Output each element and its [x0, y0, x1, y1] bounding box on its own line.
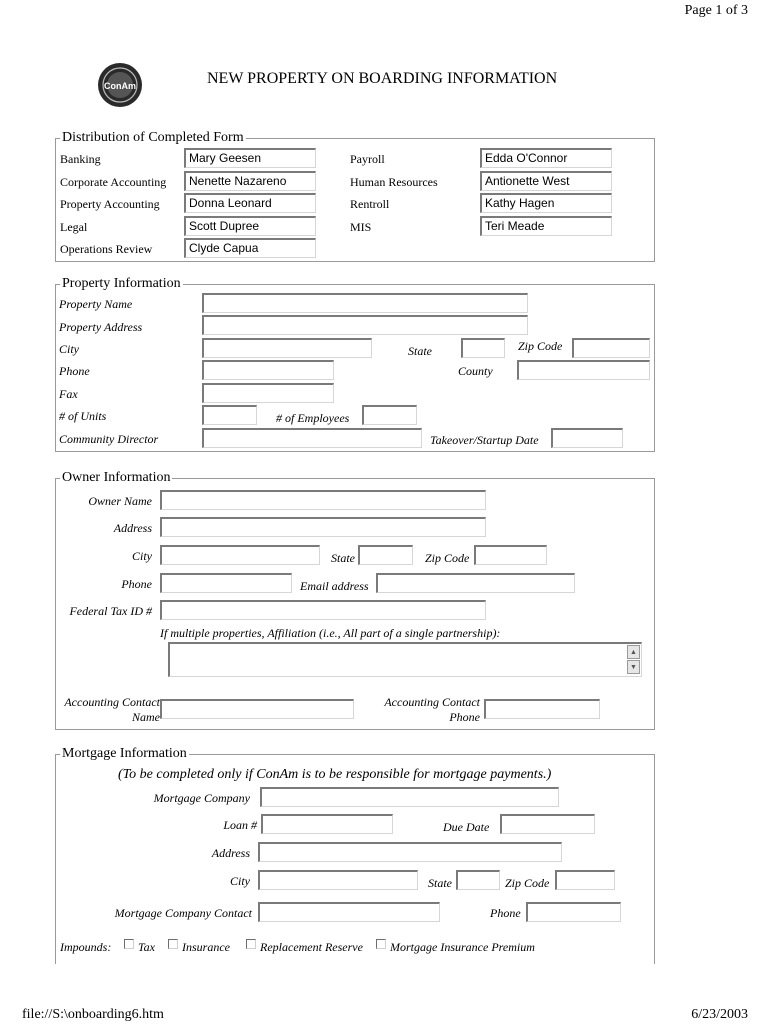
mortgage-city-input[interactable]	[258, 870, 418, 890]
label-impounds: Impounds:	[60, 940, 112, 954]
label-mis: MIS	[350, 220, 372, 234]
operations-review-input[interactable]: Clyde Capua	[184, 238, 316, 258]
takeover-date-input[interactable]	[551, 428, 623, 448]
mortgage-zip-input[interactable]	[555, 870, 615, 890]
replacement-reserve-checkbox[interactable]	[246, 939, 256, 949]
label-acct-contact-name	[64, 695, 160, 725]
employees-input[interactable]	[362, 405, 417, 425]
rentroll-input[interactable]: Kathy Hagen	[480, 193, 612, 213]
due-date-input[interactable]	[500, 814, 595, 834]
label-replacement-reserve: Replacement Reserve	[260, 940, 363, 954]
banking-input[interactable]: Mary Geesen	[184, 148, 316, 168]
label-mortgage-address: Address	[211, 846, 250, 860]
label-insurance: Insurance	[182, 940, 230, 954]
label-legal: Legal	[60, 220, 88, 234]
affiliation-textarea[interactable]	[168, 642, 642, 677]
property-legend: Property Information	[62, 276, 181, 291]
label-community-director: Community Director	[59, 432, 159, 446]
property-name-input[interactable]	[202, 293, 528, 313]
insurance-checkbox[interactable]	[168, 939, 178, 949]
label-owner-phone: Phone	[121, 577, 152, 591]
label-employees: # of Employees	[276, 411, 350, 425]
owner-legend: Owner Information	[62, 470, 171, 485]
label-acct-contact-phone-line1: Accounting Contact	[384, 695, 480, 709]
property-address-input[interactable]	[202, 315, 528, 335]
label-owner-city: City	[132, 549, 152, 563]
tax-checkbox[interactable]	[124, 939, 134, 949]
label-loan: Loan #	[223, 818, 257, 832]
property-zip-input[interactable]	[572, 338, 650, 358]
owner-name-input[interactable]	[160, 490, 486, 510]
mortgage-state-input[interactable]	[456, 870, 500, 890]
label-acct-contact-phone-line2: Phone	[449, 710, 480, 724]
footer-date: 6/23/2003	[691, 1007, 748, 1022]
label-owner-name: Owner Name	[88, 494, 152, 508]
affiliation-note: If multiple properties, Affiliation (i.e., All part of a single partnership):	[160, 626, 501, 640]
label-owner-zip: Zip Code	[425, 551, 470, 565]
label-mortgage-phone: Phone	[490, 906, 521, 920]
label-property-zip: Zip Code	[518, 339, 563, 353]
conam-logo	[97, 62, 143, 108]
legal-input[interactable]: Scott Dupree	[184, 216, 316, 236]
label-takeover-date: Takeover/Startup Date	[430, 433, 539, 447]
label-property-name: Property Name	[59, 297, 133, 311]
label-property-phone: Phone	[59, 364, 90, 378]
label-payroll: Payroll	[350, 152, 385, 166]
property-city-input[interactable]	[202, 338, 372, 358]
label-owner-email: Email address	[300, 579, 369, 593]
label-owner-address: Address	[113, 521, 152, 535]
mortgage-note: (To be completed only if ConAm is to be responsible for mortgage payments.)	[118, 767, 552, 782]
page-indicator: Page 1 of 3	[684, 3, 748, 18]
label-property-city: City	[59, 342, 79, 356]
logo-brand: ConAm	[104, 81, 136, 91]
acct-contact-name-input[interactable]	[160, 699, 354, 719]
mortgage-address-input[interactable]	[258, 842, 562, 862]
mortgage-phone-input[interactable]	[526, 902, 621, 922]
owner-address-input[interactable]	[160, 517, 486, 537]
label-rentroll: Rentroll	[350, 197, 390, 211]
fax-input[interactable]	[202, 383, 334, 403]
owner-phone-input[interactable]	[160, 573, 292, 593]
scroll-down-button[interactable]: ▼	[627, 660, 640, 674]
label-mortgage-city: City	[230, 874, 250, 888]
owner-city-input[interactable]	[160, 545, 320, 565]
owner-zip-input[interactable]	[474, 545, 547, 565]
label-units: # of Units	[59, 409, 107, 423]
tax-id-input[interactable]	[160, 600, 486, 620]
owner-email-input[interactable]	[376, 573, 575, 593]
loan-input[interactable]	[261, 814, 393, 834]
mis-input[interactable]: Teri Meade	[480, 216, 612, 236]
label-mortgage-state: State	[428, 876, 452, 890]
label-property-accounting: Property Accounting	[60, 197, 160, 211]
county-input[interactable]	[517, 360, 650, 380]
mortgage-contact-input[interactable]	[258, 902, 440, 922]
label-property-address: Property Address	[59, 320, 143, 334]
mortgage-company-input[interactable]	[260, 787, 559, 807]
label-owner-state: State	[331, 551, 355, 565]
property-accounting-input[interactable]: Donna Leonard	[184, 193, 316, 213]
label-mortgage-contact: Mortgage Company Contact	[114, 906, 252, 920]
property-phone-input[interactable]	[202, 360, 334, 380]
human-resources-input[interactable]: Antionette West	[480, 171, 612, 191]
page-title: NEW PROPERTY ON BOARDING INFORMATION	[207, 70, 558, 87]
label-acct-contact-phone	[384, 695, 480, 725]
label-acct-contact-name-line2: Name	[132, 710, 160, 724]
label-mortgage-company: Mortgage Company	[153, 791, 250, 805]
label-mortgage-zip: Zip Code	[505, 876, 550, 890]
property-state-input[interactable]	[461, 338, 505, 358]
scroll-up-button[interactable]: ▲	[627, 645, 640, 659]
mortgage-insurance-premium-checkbox[interactable]	[376, 939, 386, 949]
label-corporate-accounting: Corporate Accounting	[60, 175, 167, 189]
label-operations-review: Operations Review	[60, 242, 153, 256]
footer-path: file://S:\onboarding6.htm	[22, 1007, 164, 1022]
label-due-date: Due Date	[443, 820, 490, 834]
label-property-state: State	[408, 344, 432, 358]
label-tax-id: Federal Tax ID #	[69, 604, 152, 618]
corporate-accounting-input[interactable]: Nenette Nazareno	[184, 171, 316, 191]
label-tax: Tax	[138, 940, 155, 954]
label-acct-contact-name-line1: Accounting Contact	[64, 695, 160, 709]
label-banking: Banking	[60, 152, 101, 166]
label-human-resources: Human Resources	[350, 175, 438, 189]
acct-contact-phone-input[interactable]	[484, 699, 600, 719]
mortgage-legend: Mortgage Information	[62, 746, 187, 761]
label-fax: Fax	[59, 387, 78, 401]
units-input[interactable]	[202, 405, 257, 425]
label-county: County	[458, 364, 493, 378]
community-director-input[interactable]	[202, 428, 422, 448]
owner-state-input[interactable]	[358, 545, 413, 565]
distribution-legend: Distribution of Completed Form	[62, 130, 244, 145]
label-mortgage-insurance-premium: Mortgage Insurance Premium	[390, 940, 535, 954]
payroll-input[interactable]: Edda O'Connor	[480, 148, 612, 168]
